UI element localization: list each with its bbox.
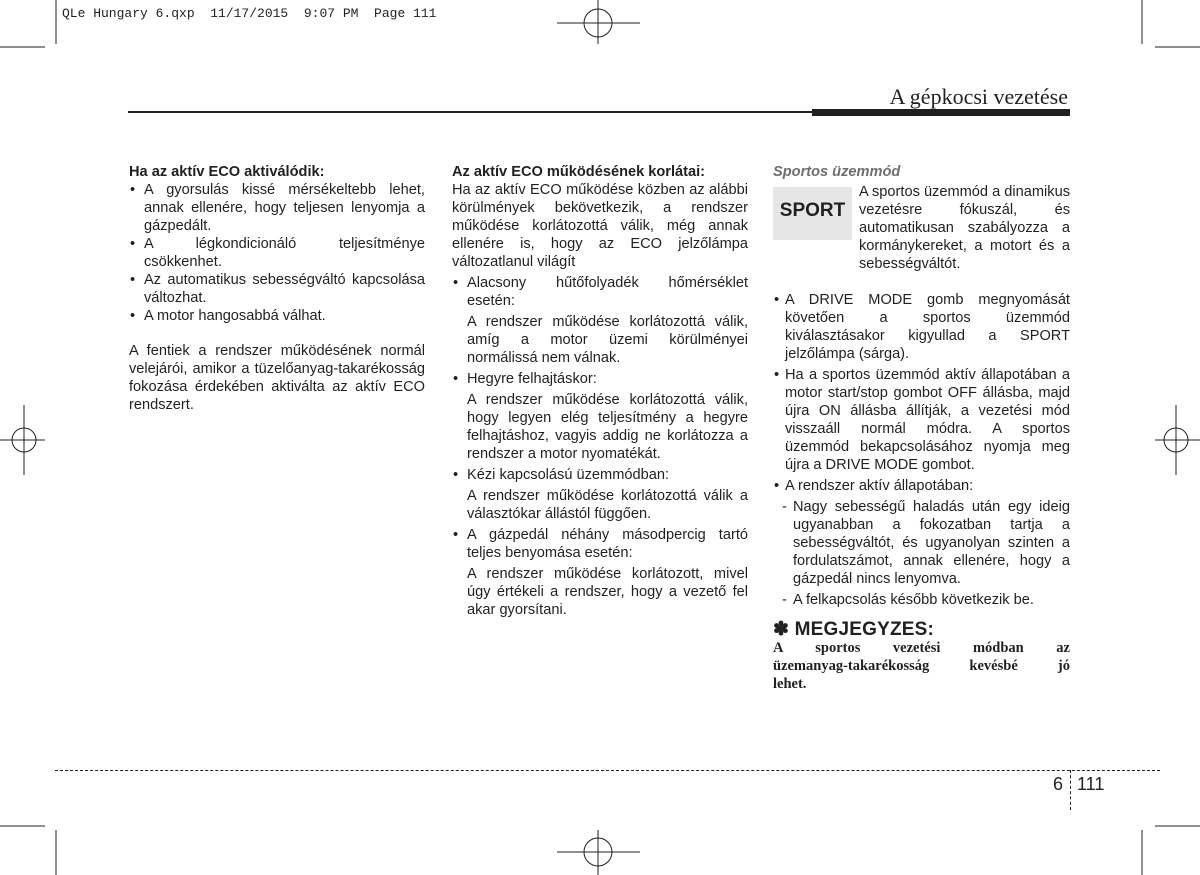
col3-bullet: • A DRIVE MODE gomb megnyomását követően a sportos üzemmód kiválasztásakor kigyullad a SPORT jelzőlámpa (sárga). (773, 291, 1070, 363)
col2-bullet-detail: A rendszer működése korlátozottá válik a választókar állástól függően. (467, 488, 748, 522)
col2-bullet: • Alacsony hűtőfolyadék hőmérséklet esetén: (452, 274, 748, 310)
note-title-text: MEGJEGYZES: (794, 619, 935, 640)
note-text-line: A sportos vezetési módban az (773, 640, 1070, 656)
col2-bullet-detail: A rendszer működése korlátozottá válik, amíg a motor üzemi körülményei normálissá nem válnak. (467, 314, 748, 366)
col2-bullet: • A gázpedál néhány másodpercig tartó teljes benyomása esetén: (452, 526, 748, 562)
col1-bullet: • Az automatikus sebességváltó kapcsolása változhat. (129, 271, 425, 307)
note-title (773, 621, 1070, 639)
sport-badge (773, 187, 852, 240)
col1-bullet: • A gyorsulás kissé mérsékeltebb lehet, annak ellenére, hogy teljesen lenyomja a gázpedált. (129, 181, 425, 235)
column-1 (129, 163, 425, 414)
col1-paragraph: A fentiek a rendszer működésének normál velejárói, amikor a tüzelőanyag-takarékosság fokozása érdekében aktiválta az aktív ECO rendszert. (129, 343, 425, 413)
registration-target-top (557, 0, 640, 44)
col2-bullet-detail: A rendszer működése korlátozott, mivel úgy értékeli a rendszer, hogy a vezető fel akar gyorsítani. (467, 566, 748, 618)
chapter-number: 6 (1053, 774, 1064, 794)
col1-heading: Ha az aktív ECO aktiválódik: (129, 164, 325, 180)
note-text-line: üzemanyag-takarékosság kevésbé jó (773, 658, 1070, 674)
col3-subheading: Sportos üzemmód (773, 164, 901, 180)
col2-bullet: • Hegyre felhajtáskor: (452, 370, 748, 388)
footer-rule (55, 770, 1160, 771)
col3-bullet: • A rendszer aktív állapotában: (773, 477, 1070, 495)
col3-dash-item: - A felkapcsolás később következik be. (773, 591, 1070, 609)
col2-bullet-detail: A rendszer működése korlátozottá válik, hogy legyen elég teljesítmény a hegyre felhajtáshoz, vagyis addig ne korlátozza a rendszer a motor nyomatékát. (467, 392, 748, 462)
note-text-line: lehet. (773, 676, 807, 692)
col1-bullet: • A légkondicionáló teljesítménye csökkenhet. (129, 235, 425, 271)
footer-separator (1070, 770, 1071, 810)
col1-bullet: • A motor hangosabbá válhat. (129, 307, 425, 325)
print-slug: QLe Hungary 6.qxp 11/17/2015 9:07 PM Page 111 (62, 6, 437, 21)
registration-target-right (1155, 405, 1200, 475)
registration-target-left (0, 405, 45, 475)
sport-intro: A sportos üzemmód a dinamikus vezetésre fókuszál, és automatikusan szabályozza a kormánykereket, a motort és a sebességváltót. (859, 184, 1070, 272)
column-3 (773, 163, 1070, 693)
sport-badge-label: SPORT (779, 200, 846, 221)
col2-intro: Ha az aktív ECO működése közben az alábbi körülmények bekövetkezik, a rendszer működése korlátozottá válik, még annak ellenére is, hogy az ECO jelzőlámpa változatlanul világít (452, 182, 748, 270)
registration-target-bottom (557, 830, 640, 875)
column-2 (452, 163, 748, 619)
col3-bullet: • Ha a sportos üzemmód aktív állapotában a motor start/stop gombot OFF állásba, majd újra ON állásba állítják, a vezetési mód visszaáll normál módra. A sportos üzemmód bekapcsolásához nyomja meg újra a DRIVE MODE gombot. (773, 366, 1070, 474)
col2-bullet: • Kézi kapcsolású üzemmódban: (452, 466, 748, 484)
section-title: A gépkocsi vezetése (889, 84, 1068, 109)
note-star-icon: ✽ (773, 619, 790, 640)
header-rule-accent (812, 109, 1070, 116)
col3-dash-item: - Nagy sebességű haladás után egy ideig ugyanabban a fokozatban tartja a sebességváltót, és ugyanolyan szinten a fordulatszámot, annak ellenére, hogy a gázpedál nincs lenyomva. (773, 498, 1070, 588)
page-number: 111 (1077, 774, 1105, 794)
col2-heading: Az aktív ECO működésének korlátai: (452, 164, 706, 180)
